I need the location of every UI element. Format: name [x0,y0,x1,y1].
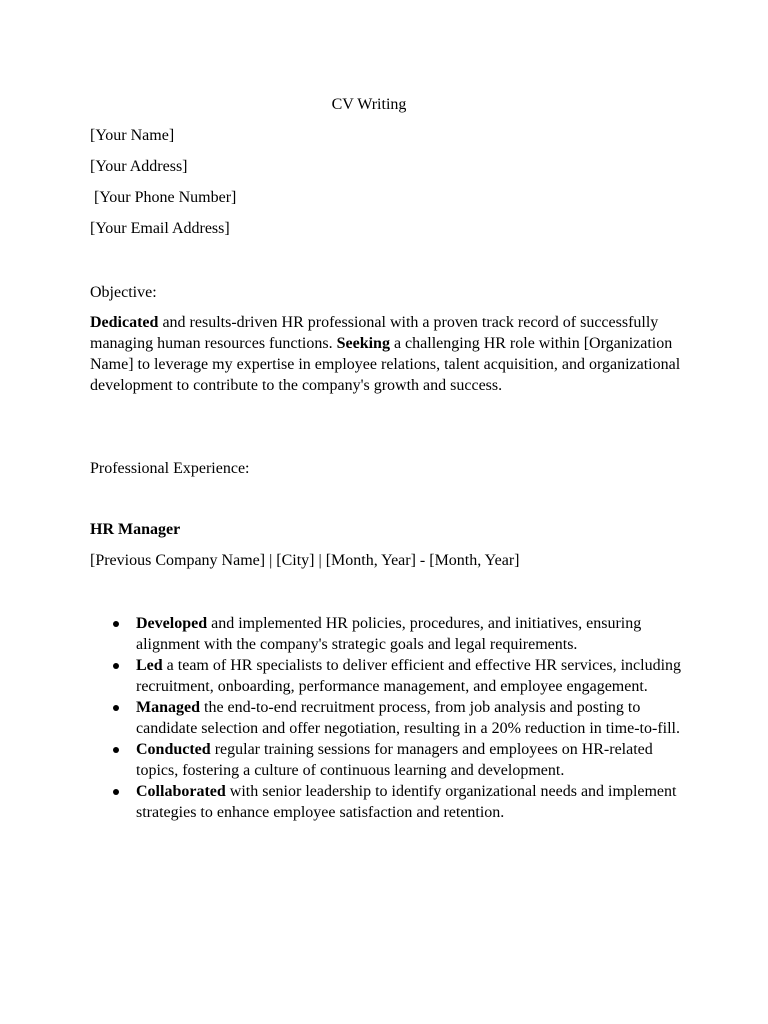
job-title: HR Manager [90,521,181,538]
bullet-bold: Developed [136,615,208,632]
experience-heading: Professional Experience: [90,460,250,477]
bullet-dot-icon [113,705,119,711]
list-item [90,655,690,697]
contact-name: [Your Name] [90,127,175,144]
bullet-dot-icon [113,789,119,795]
objective-text-2: a challenging HR role within [Organization Name] to leverage my expertise in employee relations, talent acquisition, and organizational development to contribute to the company's growth and success. [90,335,681,394]
contact-address: [Your Address] [90,158,188,175]
objective-heading: Objective: [90,284,157,301]
list-item [90,739,690,781]
list-item [90,697,690,739]
bullet-dot-icon [113,663,119,669]
bullet-text: with senior leadership to identify organizational needs and implement strategies to enhance employee satisfaction and retention. [136,783,677,821]
responsibilities-list [90,613,690,823]
objective-paragraph [90,312,684,396]
list-item [90,613,690,655]
document-title: CV Writing [331,96,407,113]
bullet-text: regular training sessions for managers and employees on HR-related topics, fostering a culture of continuous learning and development. [136,741,653,779]
bullet-bold: Collaborated [136,783,226,800]
contact-email: [Your Email Address] [90,220,230,237]
contact-phone: [Your Phone Number] [90,189,237,206]
objective-lead-bold: Dedicated [90,314,159,331]
bullet-text: and implemented HR policies, procedures, and initiatives, ensuring alignment with the company's strategic goals and legal requirements. [136,615,642,653]
list-item [90,781,690,823]
bullet-dot-icon [113,747,119,753]
bullet-bold: Conducted [136,741,211,758]
job-meta: [Previous Company Name] | [City] | [Month, Year] - [Month, Year] [90,552,520,569]
bullet-text: the end-to-end recruitment process, from job analysis and posting to candidate selection and offer negotiation, resulting in a 20% reduction in time-to-fill. [136,699,680,737]
bullet-text: a team of HR specialists to deliver efficient and effective HR services, including recruitment, onboarding, performance management, and employee engagement. [136,657,682,695]
bullet-bold: Led [136,657,163,674]
bullet-bold: Managed [136,699,200,716]
objective-mid-bold: Seeking [336,335,390,352]
objective-text-1: and results-driven HR professional with a proven track record of successfully managing human resources functions. [90,314,659,352]
bullet-dot-icon [113,621,119,627]
